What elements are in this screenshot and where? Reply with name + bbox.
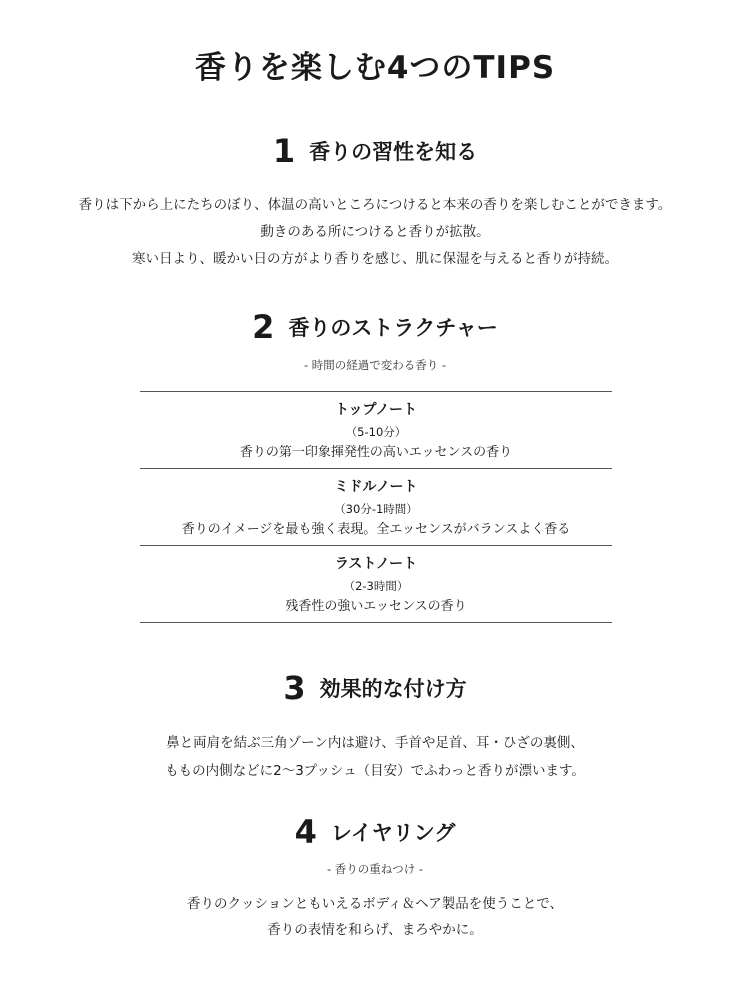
section-4-label: レイヤリング [330, 821, 456, 845]
section-1-line: 寒い日より、暖かい日の方がより香りを感じ、肌に保湿を与えると香りが持続。 [132, 251, 618, 267]
note-description: 残香性の強いエッセンスの香り [285, 599, 467, 614]
page-title: 香りを楽しむ4つのTIPS [194, 50, 556, 86]
section-4-heading [0, 813, 750, 851]
section-3-heading [0, 669, 750, 707]
section-4-line: 香りのクッションともいえるボディ＆ヘア製品を使うことで、 [187, 896, 563, 912]
section-1-heading [0, 132, 750, 170]
section-3-line: 鼻と両肩を結ぶ三角ゾーン内は避け、手首や足首、耳・ひざの裏側、 [166, 735, 584, 751]
section-2-heading [0, 308, 750, 346]
section-1-text [0, 192, 750, 273]
section-1-line: 香りは下から上にたちのぼり、体温の高いところにつけると本来の香りを楽しむことができます。 [78, 197, 672, 213]
section-2-number: 2 [252, 308, 275, 346]
note-description: 香りのイメージを最も強く表現。全エッセンスがバランスよく香る [181, 522, 571, 537]
section-2-label: 香りのストラクチャー [288, 316, 498, 340]
note-name: ラストノート [334, 556, 418, 572]
section-3-line: ももの内側などに2〜3プッシュ（目安）でふわっと香りが漂います。 [165, 763, 585, 779]
note-duration: （2-3時間） [343, 579, 409, 593]
section-4-number: 4 [294, 813, 317, 851]
note-name: ミドルノート [334, 479, 418, 495]
note-row-last [140, 546, 612, 623]
section-3-label: 効果的な付け方 [319, 677, 467, 701]
section-3-number: 3 [283, 669, 306, 707]
section-4-subtitle: - 香りの重ねつけ - [326, 862, 424, 876]
section-1-line: 動きのある所につけると香りが拡散。 [260, 224, 490, 240]
note-row-middle [140, 469, 612, 546]
note-name: トップノート [334, 402, 418, 418]
section-4-line: 香りの表情を和らげ、まろやかに。 [267, 922, 483, 938]
fragrance-notes-table [140, 391, 612, 623]
note-duration: （5-10分） [345, 425, 407, 439]
section-4-text [0, 891, 750, 943]
note-duration: （30分-1時間） [334, 502, 418, 516]
section-1-label: 香りの習性を知る [309, 140, 478, 164]
section-2-subtitle: - 時間の経過で変わる香り - [303, 358, 447, 372]
note-row-top [140, 392, 612, 469]
section-1-number: 1 [272, 132, 296, 170]
section-3-text [0, 729, 750, 785]
note-description: 香りの第一印象揮発性の高いエッセンスの香り [239, 445, 513, 460]
